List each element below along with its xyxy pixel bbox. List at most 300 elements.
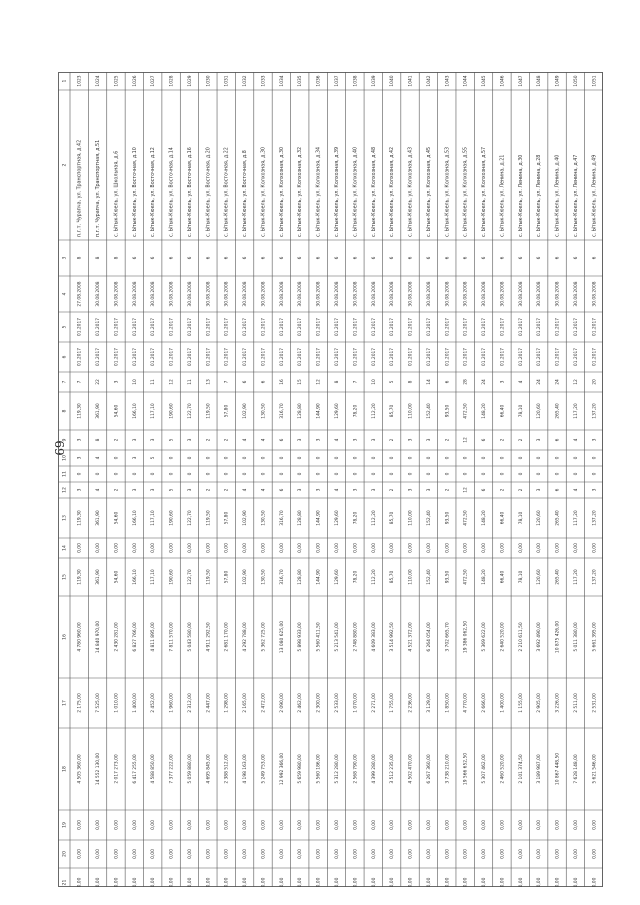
table-cell: 0,00 — [353, 543, 359, 553]
table-cell: 78,10 — [518, 570, 524, 584]
table-cell: 0,00 — [261, 877, 267, 887]
table-cell: 0 — [335, 456, 340, 460]
table-cell: 01.2017 — [224, 347, 230, 367]
table-cell: 8 — [408, 380, 414, 384]
table-cell: 01.2017 — [261, 317, 267, 337]
table-cell: 5 249 753,00 — [261, 754, 267, 784]
table-cell: 11 — [187, 379, 193, 385]
table-cell: 120,60 — [537, 510, 543, 526]
page-number: 69 — [52, 440, 66, 456]
table-cell: 0 — [463, 456, 469, 460]
table-cell: 3 — [537, 488, 543, 492]
table-cell: 6 — [426, 256, 432, 260]
table-cell: 1050 — [573, 75, 579, 87]
table-cell: 01.2017 — [335, 317, 340, 337]
table-cell: 0 — [463, 472, 469, 476]
table-cell: 112,20 — [371, 510, 377, 526]
table-cell: 8 — [96, 256, 102, 260]
table-cell: 0,00 — [151, 849, 157, 859]
table-cell: 30.08.2008 — [426, 281, 432, 307]
table-cell: 0 — [353, 456, 359, 460]
table-cell: 01.2017 — [132, 347, 138, 367]
table-cell: 137,20 — [592, 569, 598, 585]
table-cell: 2 388 512,00 — [224, 754, 230, 784]
table-cell: 0 — [114, 472, 120, 476]
table-cell: 265,40 — [555, 510, 561, 526]
column-number-header: 11 — [62, 471, 68, 477]
address-cell: с. Ытык-Кюель, ул. Восточная, д.12 — [151, 147, 157, 237]
table-cell: 1031 — [224, 75, 230, 87]
table-cell: 16 — [279, 379, 285, 385]
table-cell: 01.2017 — [279, 317, 285, 337]
table-cell: 2 462,00 — [298, 693, 304, 713]
table-cell: 148,20 — [482, 510, 488, 526]
column-number-header: 1 — [62, 79, 68, 83]
table-cell: 112,20 — [371, 403, 377, 419]
table-cell: 5 621 546,00 — [592, 754, 598, 784]
table-cell: 6 — [390, 256, 396, 260]
column-number-header: 4 — [62, 292, 68, 296]
table-cell: 0,00 — [518, 849, 524, 859]
table-cell: 30.08.2008 — [224, 281, 230, 307]
table-cell: 144,90 — [316, 510, 322, 526]
table-cell: 0,00 — [335, 543, 340, 553]
table-cell: 30.08.2008 — [408, 281, 414, 307]
table-cell: 30.08.2008 — [445, 281, 451, 307]
table-cell: 130,50 — [261, 510, 267, 526]
table-cell: 1 960,00 — [169, 693, 175, 713]
table-cell: 30.08.2008 — [206, 281, 212, 307]
table-cell: 6 — [132, 256, 138, 260]
address-cell: с. Ытык-Кюель, ул. Ленина, д.28 — [537, 154, 543, 237]
table-cell: 0,00 — [537, 543, 543, 553]
table-cell: 3 — [132, 456, 138, 460]
table-cell: 0,00 — [243, 877, 249, 887]
table-cell: 01.2017 — [335, 347, 340, 367]
table-cell: 12 — [463, 437, 469, 443]
table-cell: 6 — [261, 380, 267, 384]
table-cell: 3 512 235,00 — [390, 754, 396, 784]
table-cell: 0,00 — [573, 849, 579, 859]
table-cell: 30.08.2008 — [316, 281, 322, 307]
table-cell: 0,00 — [114, 849, 120, 859]
table-cell: 01.2017 — [132, 317, 138, 337]
table-cell: 1043 — [445, 75, 451, 87]
table-cell: 01.2017 — [445, 347, 451, 367]
table-cell: 19 386 062,50 — [463, 620, 469, 654]
table-cell: 316,70 — [279, 510, 285, 526]
table-cell: 0,00 — [426, 543, 432, 553]
table-cell: 4 770,00 — [463, 693, 469, 713]
table-cell: 1 755,00 — [390, 693, 396, 713]
table-cell: 0 — [261, 472, 267, 476]
column-number-header: 10 — [62, 455, 68, 461]
table-cell: 6 — [592, 256, 598, 260]
table-cell: 12 992 366,00 — [279, 752, 285, 786]
table-cell: 2 — [500, 488, 506, 492]
table-cell: 1041 — [408, 75, 414, 87]
table-cell: 1 400,00 — [500, 693, 506, 713]
table-cell: 3 514 992,50 — [390, 622, 396, 652]
table-cell: 4 — [518, 380, 524, 384]
table-cell: 2 681 170,00 — [224, 622, 230, 652]
table-cell: 01.2017 — [77, 347, 83, 367]
table-cell: 30.08.2008 — [187, 281, 193, 307]
table-cell: 122,70 — [187, 403, 193, 419]
table-cell: 1029 — [187, 75, 193, 87]
table-cell: 1024 — [96, 75, 102, 87]
column-number-header: 14 — [62, 545, 68, 551]
table-cell: 0 — [151, 472, 157, 476]
table-cell: 119,30 — [77, 569, 83, 585]
table-cell: 1036 — [316, 75, 322, 87]
table-cell: 93,50 — [445, 511, 451, 525]
table-cell: 0,00 — [408, 849, 414, 859]
table-cell: 129,60 — [335, 403, 340, 419]
table-cell: 1 850,00 — [445, 693, 451, 713]
table-cell: 2 165,00 — [243, 693, 249, 713]
table-cell: 0 — [206, 472, 212, 476]
table-cell: 30.08.2008 — [573, 281, 579, 307]
table-cell: 2 210 611,50 — [518, 622, 524, 652]
table-cell: 0,00 — [518, 543, 524, 553]
table-cell: 1 298,00 — [224, 693, 230, 713]
table-cell: 1042 — [426, 75, 432, 87]
table-cell: 10 867 448,50 — [555, 752, 561, 786]
table-cell: 1035 — [298, 75, 304, 87]
table-cell: 130,50 — [261, 403, 267, 419]
table-cell: 66,40 — [500, 511, 506, 525]
table-cell: 152,40 — [426, 510, 432, 526]
table-cell: 2 — [206, 438, 212, 442]
table-cell: 1 070,00 — [353, 693, 359, 713]
table-cell: 3 — [187, 438, 193, 442]
table-cell: 0,00 — [390, 543, 396, 553]
table-cell: 7 811 570,00 — [169, 622, 175, 652]
table-cell: 2 — [445, 488, 451, 492]
table-cell: 7 628 148,00 — [573, 754, 579, 784]
table-cell: 1045 — [482, 75, 488, 87]
table-cell: 102,90 — [243, 569, 249, 585]
table-cell: 54,60 — [114, 404, 120, 418]
table-cell: 01.2017 — [482, 317, 488, 337]
table-cell: 54,60 — [114, 570, 120, 584]
table-cell: 190,60 — [169, 569, 175, 585]
table-cell: 01.2017 — [261, 347, 267, 367]
table-cell: 119,30 — [77, 510, 83, 526]
column-number-header: 20 — [62, 851, 68, 857]
table-cell: 0,00 — [169, 877, 175, 887]
table-cell: 5 — [151, 456, 157, 460]
table-cell: 0,00 — [114, 877, 120, 887]
table-cell: 0,00 — [555, 849, 561, 859]
table-cell: 0,00 — [426, 849, 432, 859]
table-cell: 128,80 — [298, 569, 304, 585]
table-cell: 1 010,00 — [114, 693, 120, 713]
table-cell: 01.2017 — [573, 347, 579, 367]
address-cell: с. Ытык-Кюель, ул. Колхозная, д.40 — [353, 146, 359, 237]
table-cell: 3 — [371, 488, 377, 492]
table-cell: 5 898 933,00 — [298, 622, 304, 652]
table-cell: 01.2017 — [187, 347, 193, 367]
table-cell: 0 — [573, 472, 579, 476]
table-cell: 2 — [518, 488, 524, 492]
table-cell: 2 447,00 — [206, 693, 212, 713]
table-cell: 0,00 — [132, 543, 138, 553]
table-cell: 0,00 — [537, 820, 543, 830]
table-cell: 8 — [77, 256, 83, 260]
table-cell: 30.08.2008 — [151, 281, 157, 307]
table-cell: 472,50 — [463, 403, 469, 419]
table-cell: 0,00 — [573, 543, 579, 553]
table-cell: 316,70 — [279, 403, 285, 419]
table-cell: 6 — [555, 438, 561, 442]
table-cell: 93,50 — [445, 404, 451, 418]
table-cell: 0 — [77, 472, 83, 476]
table-cell: 6 — [316, 256, 322, 260]
table-cell: 2 430 281,00 — [114, 622, 120, 652]
table-cell: 0,00 — [390, 877, 396, 887]
table-cell: 2 531,00 — [592, 693, 598, 713]
table-cell: 0,00 — [243, 820, 249, 830]
table-cell: 0,00 — [261, 543, 267, 553]
table-cell: 1049 — [555, 75, 561, 87]
table-cell: 0 — [243, 456, 249, 460]
table-cell: 3 — [500, 380, 506, 384]
table-cell: 0 — [500, 456, 506, 460]
table-cell: 12 — [169, 379, 175, 385]
table-cell: 14 840 970,00 — [96, 620, 102, 654]
address-cell: с. Ытык-Кюель, ул. Восточная, д.8 — [243, 150, 249, 237]
table-cell: 01.2017 — [279, 347, 285, 367]
table-cell: 0,00 — [390, 820, 396, 830]
table-cell: 0,00 — [316, 543, 322, 553]
table-cell: 12 — [316, 379, 322, 385]
table-cell: 0,00 — [500, 820, 506, 830]
table-cell: 3 — [114, 380, 120, 384]
column-number-header: 15 — [62, 574, 68, 580]
table-cell: 4 502 470,00 — [408, 754, 414, 784]
table-cell: 112,20 — [371, 569, 377, 585]
table-cell: 6 417 255,00 — [132, 754, 138, 784]
table-cell: 0 — [445, 472, 451, 476]
table-cell: 2 175,00 — [77, 693, 83, 713]
table-cell: 1033 — [261, 75, 267, 87]
column-number-header: 21 — [62, 879, 68, 886]
table-cell: 5 560 186,00 — [316, 754, 322, 784]
table-cell: 0,00 — [279, 543, 285, 553]
table-cell: 2 460 520,00 — [500, 754, 506, 784]
table-cell: 120,60 — [537, 569, 543, 585]
table-cell: 117,10 — [151, 403, 157, 419]
table-cell: 190,60 — [169, 510, 175, 526]
table-cell: 0,00 — [335, 820, 340, 830]
table-cell: 10 875 426,00 — [555, 620, 561, 654]
table-cell: 0 — [96, 472, 102, 476]
table-cell: 0,00 — [445, 877, 451, 887]
table-cell: 4 911 292,50 — [206, 622, 212, 652]
column-number-header: 19 — [62, 822, 68, 828]
table-cell: 0,00 — [555, 543, 561, 553]
table-cell: 472,50 — [463, 510, 469, 526]
table-cell: 0,00 — [298, 543, 304, 553]
table-cell: 01.2017 — [573, 317, 579, 337]
table-cell: 0,00 — [151, 877, 157, 887]
table-cell: 24 — [555, 379, 561, 385]
table-cell: 1047 — [518, 75, 524, 87]
table-cell: 14 — [426, 379, 432, 385]
table-cell: 265,40 — [555, 569, 561, 585]
table-cell: 0,00 — [463, 543, 469, 553]
table-cell: 1 400,00 — [132, 693, 138, 713]
table-cell: 8 — [114, 256, 120, 260]
table-cell: 30.08.2008 — [390, 281, 396, 307]
table-cell: 265,40 — [555, 403, 561, 419]
table-cell: 0,00 — [371, 877, 377, 887]
table-cell: 129,60 — [335, 510, 340, 526]
table-cell: 2 — [224, 438, 230, 442]
table-cell: 01.2017 — [169, 347, 175, 367]
table-cell: 2 101 374,50 — [518, 754, 524, 784]
table-cell: 57,80 — [224, 570, 230, 584]
table-cell: 0,00 — [298, 849, 304, 859]
table-cell: 30.08.2008 — [114, 281, 120, 307]
table-cell: 110,00 — [408, 510, 414, 526]
address-cell: с. Ытык-Кюель, ул. Колхозная, д.55 — [463, 146, 469, 237]
table-cell: 0,00 — [187, 820, 193, 830]
table-cell: 01.2017 — [77, 317, 83, 337]
table-cell: 01.2017 — [298, 317, 304, 337]
table-cell: 01.2017 — [224, 317, 230, 337]
table-cell: 5 312 280,00 — [335, 754, 340, 784]
table-cell: 0,00 — [316, 849, 322, 859]
table-cell: 0,00 — [482, 820, 488, 830]
table-cell: 10 — [132, 379, 138, 385]
table-cell: 5 362 725,00 — [261, 622, 267, 652]
address-cell: с. Ытык-Кюель, ул. Восточная, д.20 — [206, 147, 212, 237]
table-cell: 01.2017 — [316, 317, 322, 337]
table-cell: 78,10 — [518, 404, 524, 418]
table-cell: 0,00 — [114, 820, 120, 830]
table-cell: 3 — [592, 488, 598, 492]
table-cell: 1032 — [243, 75, 249, 87]
table-cell: 1028 — [169, 75, 175, 87]
table-cell: 0 — [537, 456, 543, 460]
table-cell: 4 — [573, 438, 579, 442]
table-cell: 2 090,00 — [279, 693, 285, 713]
table-cell: 1044 — [463, 75, 469, 87]
table-cell: 01.2017 — [482, 347, 488, 367]
table-cell: 01.2017 — [353, 347, 359, 367]
table-cell: 1039 — [371, 75, 377, 87]
table-cell: 0,00 — [518, 820, 524, 830]
table-cell: 0,00 — [482, 849, 488, 859]
table-cell: 5 — [169, 438, 175, 442]
table-cell: 0,00 — [206, 877, 212, 887]
table-cell: 3 738 210,00 — [445, 754, 451, 784]
table-cell: 12 — [463, 487, 469, 493]
table-cell: 0,00 — [592, 543, 598, 553]
table-cell: 57,80 — [224, 511, 230, 525]
table-cell: 30.08.2008 — [279, 281, 285, 307]
table-cell: 137,20 — [592, 403, 598, 419]
table-cell: 4 — [243, 438, 249, 442]
table-cell: 2 — [114, 488, 120, 492]
table-cell: 1025 — [114, 75, 120, 87]
table-cell: 0,00 — [463, 877, 469, 887]
table-cell: 117,10 — [151, 510, 157, 526]
table-cell: 30.08.2008 — [463, 281, 469, 307]
table-cell: 0,00 — [555, 877, 561, 887]
table-cell: 2 — [390, 488, 396, 492]
column-number-header: 6 — [62, 355, 68, 359]
column-number-header: 12 — [62, 487, 68, 493]
table-cell: 13 080 625,00 — [279, 620, 285, 654]
address-cell: с. Ытык-Кюель, ул. Восточная, д.10 — [132, 147, 138, 237]
table-cell: 122,70 — [187, 510, 193, 526]
table-cell: 6 — [279, 256, 285, 260]
table-cell: 01.2017 — [555, 317, 561, 337]
table-cell: 01.2017 — [445, 317, 451, 337]
table-cell: 0,00 — [335, 877, 340, 887]
table-cell: 0 — [335, 472, 340, 476]
table-cell: 4 — [261, 488, 267, 492]
table-cell: 01.2017 — [592, 317, 598, 337]
table-cell: 2 271,00 — [371, 693, 377, 713]
table-cell: 361,90 — [96, 510, 102, 526]
table-cell: 11 — [151, 379, 157, 385]
table-cell: 102,90 — [243, 403, 249, 419]
address-cell: с. Ытык-Кюель, ул. Колхозная, д.43 — [408, 146, 414, 237]
table-cell: 0,00 — [408, 543, 414, 553]
table-cell: 30.08.2008 — [500, 281, 506, 307]
address-cell: с. Ытык-Кюель, ул. Колхозная, д.34 — [316, 146, 322, 237]
table-cell: 1027 — [151, 75, 157, 87]
table-cell: 0,00 — [187, 877, 193, 887]
table-cell: 0 — [426, 472, 432, 476]
table-cell: 24 — [537, 379, 543, 385]
table-cell: 6 — [279, 488, 285, 492]
table-cell: 0,00 — [261, 849, 267, 859]
table-cell: 4 — [335, 438, 340, 442]
table-cell: 2 312,00 — [187, 693, 193, 713]
table-cell: 0 — [353, 472, 359, 476]
table-cell: 3 — [537, 438, 543, 442]
table-cell: 7 — [224, 380, 230, 384]
table-cell: 6 267 360,00 — [426, 754, 432, 784]
table-cell: 10 — [371, 379, 377, 385]
table-cell: 01.2017 — [518, 317, 524, 337]
table-cell: 152,40 — [426, 569, 432, 585]
table-cell: 0,00 — [482, 543, 488, 553]
table-cell: 3 — [151, 438, 157, 442]
column-number-header: 16 — [62, 634, 68, 640]
table-cell: 4 609 383,00 — [371, 622, 377, 652]
table-cell: 0 — [279, 456, 285, 460]
table-cell: 190,60 — [169, 403, 175, 419]
table-cell: 0,00 — [426, 820, 432, 830]
table-cell: 0,00 — [371, 820, 377, 830]
table-cell: 30.08.2008 — [96, 281, 102, 307]
table-cell: 5 043 580,00 — [187, 622, 193, 652]
table-cell: 0 — [482, 472, 488, 476]
table-cell: 148,20 — [482, 403, 488, 419]
table-cell: 01.2017 — [408, 347, 414, 367]
table-cell: 0,00 — [261, 820, 267, 830]
table-cell: 0 — [408, 472, 414, 476]
table-cell: 2 017 273,00 — [114, 754, 120, 784]
table-cell: 85,70 — [390, 511, 396, 525]
